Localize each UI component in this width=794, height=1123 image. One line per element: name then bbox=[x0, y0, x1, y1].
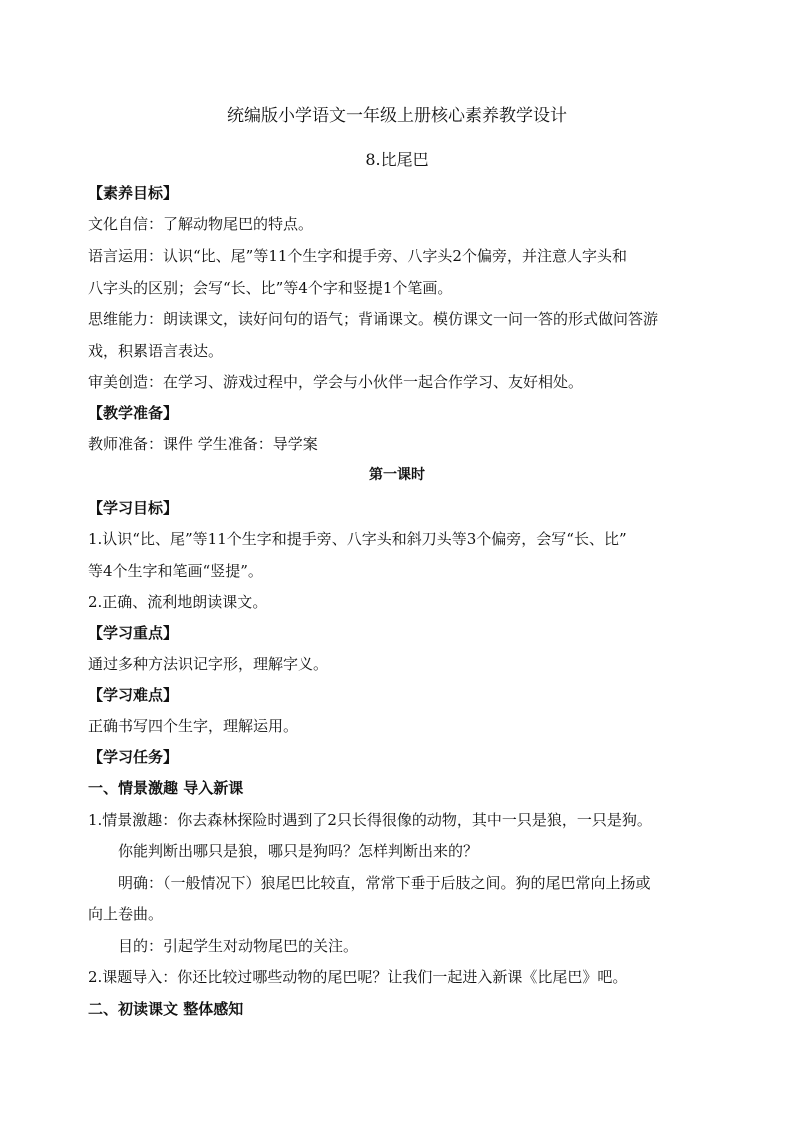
study-goal-1-line1: 1.认识“比、尾”等11个生字和提手旁、八字头和斜刀头等3个偏旁，会写“长、比” bbox=[88, 530, 627, 548]
goal-thinking-line2: 戏，积累语言表达。 bbox=[88, 342, 224, 360]
lesson-title: 8.比尾巴 bbox=[365, 150, 429, 169]
study-goal-2: 2.正确、流利地朗读课文。 bbox=[88, 593, 268, 611]
goal-aesthetic: 审美创造：在学习、游戏过程中，学会与小伙伴一起合作学习、友好相处。 bbox=[88, 373, 584, 391]
period-title: 第一课时 bbox=[369, 467, 425, 483]
goal-culture: 文化自信：了解动物尾巴的特点。 bbox=[88, 215, 314, 233]
part-1-answer-line1: 明确：（一般情况下）狼尾巴比较直，常常下垂于后肢之间。狗的尾巴常向上扬或 bbox=[118, 874, 651, 892]
goal-thinking-line1: 思维能力：朗读课文，读好问句的语气；背诵课文。模仿课文一问一答的形式做问答游 bbox=[88, 310, 659, 328]
key-text: 通过多种方法识记字形，理解字义。 bbox=[88, 655, 329, 673]
part-1-item-1: 1.情景激趣：你去森林探险时遇到了2只长得很像的动物，其中一只是狼，一只是狗。 bbox=[88, 811, 652, 829]
part-1-heading: 一、情景激趣 导入新课 bbox=[88, 779, 244, 797]
section-heading-prep: 【教学准备】 bbox=[88, 404, 179, 422]
prep-text: 教师准备：课件 学生准备：导学案 bbox=[88, 435, 318, 453]
section-heading-tasks: 【学习任务】 bbox=[88, 748, 179, 766]
part-1-item-2: 2.课题导入：你还比较过哪些动物的尾巴呢？让我们一起进入新课《比尾巴》吧。 bbox=[88, 968, 628, 986]
goal-language-line2: 八字头的区别；会写“长、比”等4个字和竖提1个笔画。 bbox=[88, 279, 453, 297]
document-title: 统编版小学语文一年级上册核心素养教学设计 bbox=[227, 106, 567, 126]
study-goal-1-line2: 等4个生字和笔画“竖提”。 bbox=[88, 562, 263, 580]
part-1-question: 你能判断出哪只是狼，哪只是狗吗？怎样判断出来的？ bbox=[118, 842, 479, 860]
part-1-answer-line2: 向上卷曲。 bbox=[88, 905, 164, 923]
part-1-purpose: 目的：引起学生对动物尾巴的关注。 bbox=[118, 937, 359, 955]
goal-language-line1: 语言运用：认识“比、尾”等11个生字和提手旁、八字头2个偏旁，并注意人字头和 bbox=[88, 247, 627, 265]
section-heading-goals: 【素养目标】 bbox=[88, 184, 179, 202]
section-heading-difficulty: 【学习难点】 bbox=[88, 686, 179, 704]
part-2-heading: 二、初读课文 整体感知 bbox=[88, 1000, 244, 1018]
section-heading-key: 【学习重点】 bbox=[88, 624, 179, 642]
difficulty-text: 正确书写四个生字，理解运用。 bbox=[88, 717, 299, 735]
section-heading-study-goals: 【学习目标】 bbox=[88, 499, 179, 517]
